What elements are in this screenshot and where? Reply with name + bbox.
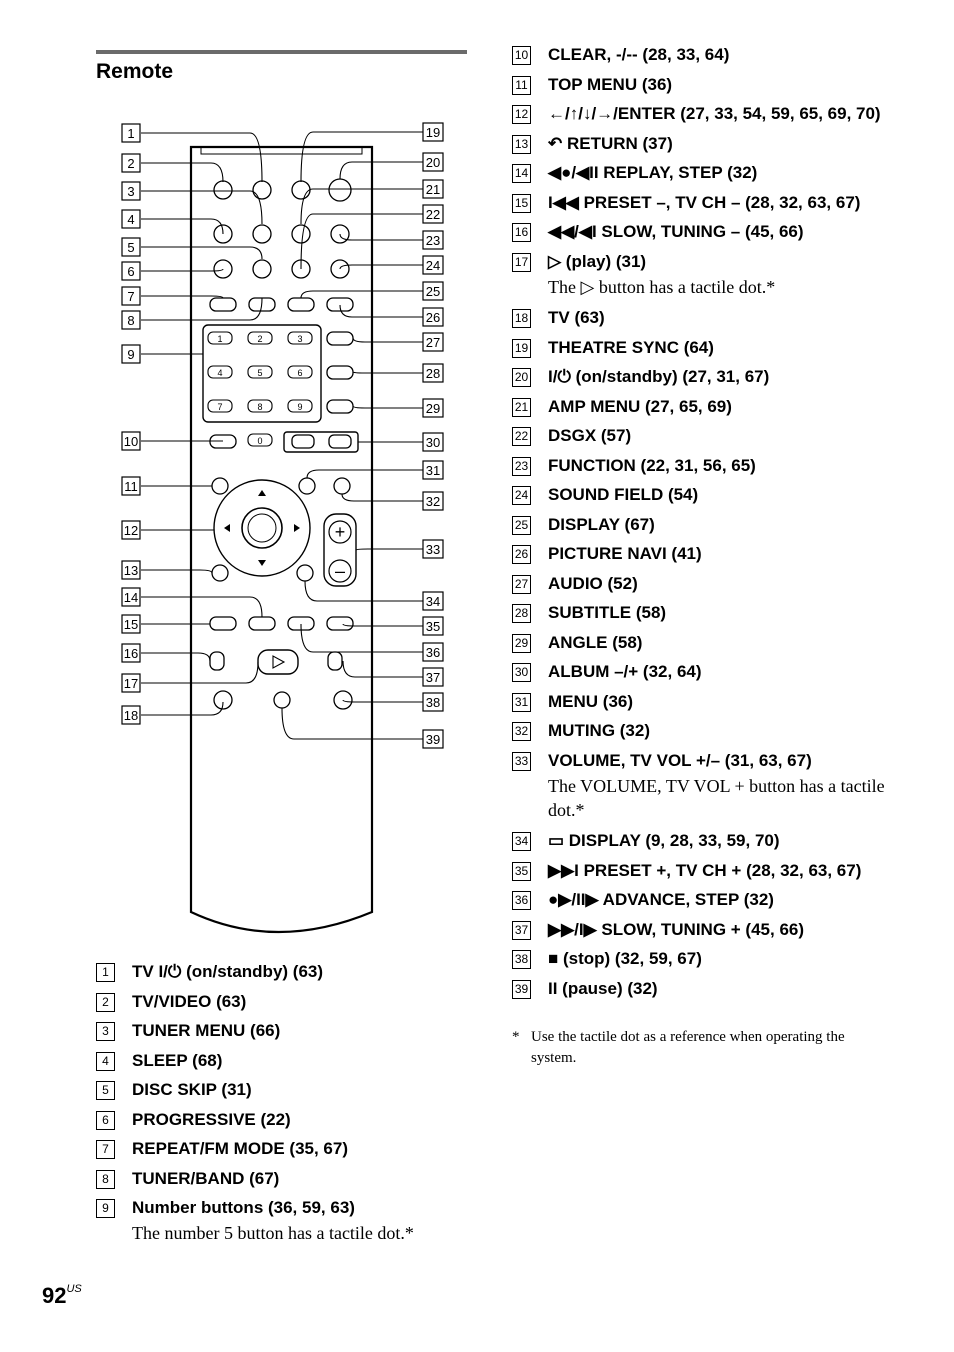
callout-number: 29	[425, 401, 441, 416]
legend-item	[512, 979, 902, 999]
legend-item	[512, 456, 902, 476]
legend-item-number: 21	[512, 398, 531, 417]
remote-button	[214, 181, 232, 199]
number-key-label: 1	[217, 334, 223, 344]
footnote-text: Use the tactile dot as a reference when operating the system.	[531, 1029, 845, 1066]
legend-item-number: 35	[512, 862, 531, 881]
callout-number: 17	[123, 676, 139, 691]
remote-button	[329, 179, 351, 201]
legend-item-label: ▭ DISPLAY (9, 28, 33, 59, 70)	[548, 831, 780, 850]
legend-item-label: TV (63)	[548, 308, 605, 327]
legend-item-number: 36	[512, 891, 531, 910]
legend-item-number: 18	[512, 309, 531, 328]
remote-button	[288, 298, 314, 311]
legend-item-label: DISPLAY (67)	[548, 514, 655, 534]
legend-item	[512, 920, 902, 940]
legend-item-label: ←/↑/↓/→/ENTER (27, 33, 54, 59, 65, 69, 70)	[548, 104, 881, 123]
legend-item	[96, 962, 476, 982]
remote-button	[212, 565, 228, 581]
section-rule	[96, 50, 467, 54]
callout-number: 18	[123, 708, 139, 723]
legend-item-number: 29	[512, 634, 531, 653]
remote-button	[210, 652, 224, 670]
legend-item	[512, 222, 902, 242]
remote-button	[210, 298, 236, 311]
legend-item	[96, 1110, 476, 1130]
legend-item-number: 7	[96, 1140, 115, 1159]
legend-item-number: 26	[512, 545, 531, 564]
callout-number: 21	[425, 182, 441, 197]
legend-item-label: ▶▶I PRESET +, TV CH + (28, 32, 63, 67)	[548, 860, 862, 880]
remote-button	[212, 478, 228, 494]
callout-number: 6	[127, 264, 135, 279]
callout-number: 28	[425, 366, 441, 381]
legend-item-number: 4	[96, 1052, 115, 1071]
callout-number: 14	[123, 590, 139, 605]
legend-item-label: DISC SKIP (31)	[132, 1080, 252, 1099]
callout-number: 8	[127, 313, 135, 328]
callout-number: 30	[425, 435, 441, 450]
legend-item-number: 24	[512, 486, 531, 505]
legend-item-number: 22	[512, 427, 531, 446]
number-key-label: 9	[297, 402, 303, 412]
callout-number: 1	[127, 126, 135, 141]
legend-item	[96, 992, 476, 1012]
legend-item-number: 6	[96, 1111, 115, 1130]
callout-number: 37	[425, 670, 441, 685]
legend-item	[512, 633, 902, 653]
page-number-suffix: US	[66, 1283, 82, 1295]
legend-item	[96, 1080, 476, 1100]
legend-item-label: TUNER/BAND (67)	[132, 1168, 280, 1188]
legend-item-note: The number 5 button has a tactile dot.*	[132, 1223, 414, 1243]
legend-item-label: MENU (36)	[548, 691, 634, 711]
legend-item	[96, 1198, 476, 1245]
legend-item-label: THEATRE SYNC (64)	[548, 337, 714, 357]
legend-item-number: 33	[512, 752, 531, 771]
legend-item-number: 23	[512, 457, 531, 476]
legend-item-label: I/⏻ (on/standby) (27, 31, 67)	[548, 367, 770, 386]
legend-item	[96, 1051, 476, 1071]
legend-item-number: 28	[512, 604, 531, 623]
album-plus-button	[329, 435, 351, 448]
legend-item	[512, 890, 902, 910]
legend-item-label: ▷ (play) (31)	[548, 251, 647, 271]
legend-item-label: ▶▶/I▶ SLOW, TUNING + (45, 66)	[548, 919, 805, 939]
legend-item-label: SLEEP (68)	[132, 1050, 223, 1070]
callout-number: 19	[425, 125, 441, 140]
callout-number: 26	[425, 310, 441, 325]
legend-item-label: ANGLE (58)	[548, 632, 643, 652]
legend-item-label: II (pause) (32)	[548, 978, 658, 998]
legend-item-number: 17	[512, 253, 531, 272]
legend-item-label: TV/VIDEO (63)	[132, 991, 247, 1011]
legend-item	[512, 515, 902, 535]
legend-item-label: ◀◀/◀I SLOW, TUNING – (45, 66)	[548, 222, 804, 241]
svg-text:+: +	[334, 522, 346, 542]
callout-number: 23	[425, 233, 441, 248]
legend-item	[512, 544, 902, 564]
legend-item	[512, 397, 902, 417]
remote-button	[297, 565, 313, 581]
callout-number: 32	[425, 494, 441, 509]
remote-button	[292, 225, 310, 243]
remote-button	[334, 478, 350, 494]
legend-item-number: 9	[96, 1199, 115, 1218]
legend-item	[512, 485, 902, 505]
legend-item-number: 5	[96, 1081, 115, 1100]
remote-button	[299, 478, 315, 494]
legend-item-label: AUDIO (52)	[548, 573, 638, 593]
remote-button	[327, 617, 353, 630]
svg-text:–: –	[334, 561, 346, 581]
left-legend-list	[96, 962, 476, 1245]
legend-item	[512, 193, 902, 213]
section-title: Remote	[96, 60, 174, 83]
number-key-label: 4	[217, 368, 223, 378]
legend-item-label: TUNER MENU (66)	[132, 1021, 281, 1040]
callout-number: 9	[127, 347, 135, 362]
callout-number: 2	[127, 156, 135, 171]
page-number	[42, 1283, 82, 1309]
legend-item-number: 34	[512, 832, 531, 851]
callout-number: 4	[127, 212, 135, 227]
legend-item-label: FUNCTION (22, 31, 56, 65)	[548, 455, 756, 475]
callout-number: 15	[123, 617, 139, 632]
remote-button	[327, 332, 353, 345]
legend-item-label: SOUND FIELD (54)	[548, 485, 699, 504]
legend-item-number: 14	[512, 164, 531, 183]
legend-item-number: 32	[512, 722, 531, 741]
remote-button	[210, 617, 236, 630]
callout-number: 36	[425, 645, 441, 660]
legend-item-label: ●▶/II▶ ADVANCE, STEP (32)	[548, 890, 774, 909]
legend-item	[512, 831, 902, 851]
legend-item-note: The VOLUME, TV VOL + button has a tactile dot.*	[548, 775, 885, 820]
legend-item-label: AMP MENU (27, 65, 69)	[548, 396, 732, 416]
remote-button	[274, 692, 290, 708]
callout-number: 16	[123, 646, 139, 661]
legend-item-number: 15	[512, 194, 531, 213]
remote-button	[327, 366, 353, 379]
callout-number: 12	[123, 523, 139, 538]
footnote-mark: *	[512, 1029, 520, 1045]
legend-item-number: 19	[512, 339, 531, 358]
callout-number: 39	[425, 732, 441, 747]
callout-number: 5	[127, 240, 135, 255]
legend-item-label: MUTING (32)	[548, 721, 650, 740]
legend-item-number: 20	[512, 368, 531, 387]
legend-item-label: SUBTITLE (58)	[548, 603, 667, 622]
number-key-label: 3	[297, 334, 303, 344]
legend-item-number: 37	[512, 921, 531, 940]
legend-item-number: 30	[512, 663, 531, 682]
legend-item-note: The ▷ button has a tactile dot.*	[548, 276, 776, 297]
legend-item	[512, 163, 902, 183]
legend-item	[96, 1139, 476, 1159]
legend-item	[512, 861, 902, 881]
legend-item	[512, 308, 902, 328]
remote-button	[253, 260, 271, 278]
callout-number: 27	[425, 335, 441, 350]
callout-number: 25	[425, 284, 441, 299]
legend-item-number: 1	[96, 963, 115, 982]
callout-number: 22	[425, 207, 441, 222]
legend-item-label: TOP MENU (36)	[548, 74, 673, 94]
legend-item-number: 16	[512, 223, 531, 242]
legend-item	[512, 252, 902, 299]
legend-item-label: PROGRESSIVE (22)	[132, 1109, 291, 1129]
remote-button	[253, 225, 271, 243]
remote-button	[253, 181, 271, 199]
number-key-label: 6	[297, 368, 303, 378]
legend-item	[96, 1169, 476, 1189]
callout-number: 31	[425, 463, 441, 478]
remote-button	[328, 652, 342, 670]
legend-item-number: 13	[512, 135, 531, 154]
legend-item-number: 27	[512, 575, 531, 594]
remote-button	[249, 617, 275, 630]
legend-item	[512, 662, 902, 682]
right-legend-list	[512, 45, 902, 999]
callout-number: 7	[127, 289, 135, 304]
number-key-label: 5	[257, 368, 263, 378]
number-key-label: 7	[217, 402, 223, 412]
legend-item-number: 12	[512, 105, 531, 124]
number-key-label: 0	[257, 436, 263, 446]
legend-item-number: 31	[512, 693, 531, 712]
number-key-label: 2	[257, 334, 263, 344]
legend-item	[512, 75, 902, 95]
legend-item-number: 3	[96, 1022, 115, 1041]
legend-item-number: 8	[96, 1170, 115, 1189]
callout-number: 10	[123, 434, 139, 449]
page-number-value: 92	[42, 1283, 67, 1308]
legend-item-label: PICTURE NAVI (41)	[548, 544, 702, 563]
legend-item-label: ALBUM –/+ (32, 64)	[548, 662, 702, 681]
legend-item-number: 10	[512, 46, 531, 65]
legend-item	[512, 367, 902, 387]
legend-item-label: ■ (stop) (32, 59, 67)	[548, 949, 702, 968]
legend-item	[512, 104, 902, 124]
legend-item	[512, 134, 902, 154]
callout-number: 35	[425, 619, 441, 634]
legend-item	[512, 45, 902, 65]
callout-number: 3	[127, 184, 135, 199]
legend-item-label: I◀◀ PRESET –, TV CH – (28, 32, 63, 67)	[548, 192, 861, 212]
play-button	[258, 650, 298, 674]
legend-item	[512, 949, 902, 969]
remote-button	[292, 181, 310, 199]
legend-item-label: REPEAT/FM MODE (35, 67)	[132, 1139, 348, 1158]
number-key-label: 8	[257, 402, 263, 412]
legend-item-number: 39	[512, 980, 531, 999]
legend-item	[512, 692, 902, 712]
legend-item-number: 38	[512, 950, 531, 969]
legend-item-label: Number buttons (36, 59, 63)	[132, 1198, 355, 1217]
legend-item	[96, 1021, 476, 1041]
legend-item-label: ◀●/◀II REPLAY, STEP (32)	[548, 163, 758, 182]
legend-item-label: DSGX (57)	[548, 426, 632, 445]
legend-item	[512, 721, 902, 741]
legend-item-label: ↶ RETURN (37)	[548, 133, 673, 153]
remote-diagram	[96, 112, 467, 954]
callout-number: 24	[425, 258, 441, 273]
legend-item-number: 2	[96, 993, 115, 1012]
legend-item	[512, 603, 902, 623]
legend-item	[512, 338, 902, 358]
legend-item	[512, 751, 902, 822]
callout-number: 20	[425, 155, 441, 170]
legend-item-number: 25	[512, 516, 531, 535]
callout-number: 13	[123, 563, 139, 578]
album-minus-button	[292, 435, 314, 448]
legend-item	[512, 574, 902, 594]
legend-item-label: CLEAR, -/-- (28, 33, 64)	[548, 45, 730, 64]
callout-number: 34	[425, 594, 441, 609]
remote-button	[327, 400, 353, 413]
legend-item	[512, 426, 902, 446]
legend-item-label: VOLUME, TV VOL +/– (31, 63, 67)	[548, 750, 812, 770]
footnote	[512, 1027, 892, 1069]
legend-item-number: 11	[512, 76, 531, 95]
callout-number: 33	[425, 542, 441, 557]
callout-number: 11	[124, 479, 138, 494]
callout-number: 38	[425, 695, 441, 710]
legend-item-label: TV I/⏻ (on/standby) (63)	[132, 962, 324, 981]
